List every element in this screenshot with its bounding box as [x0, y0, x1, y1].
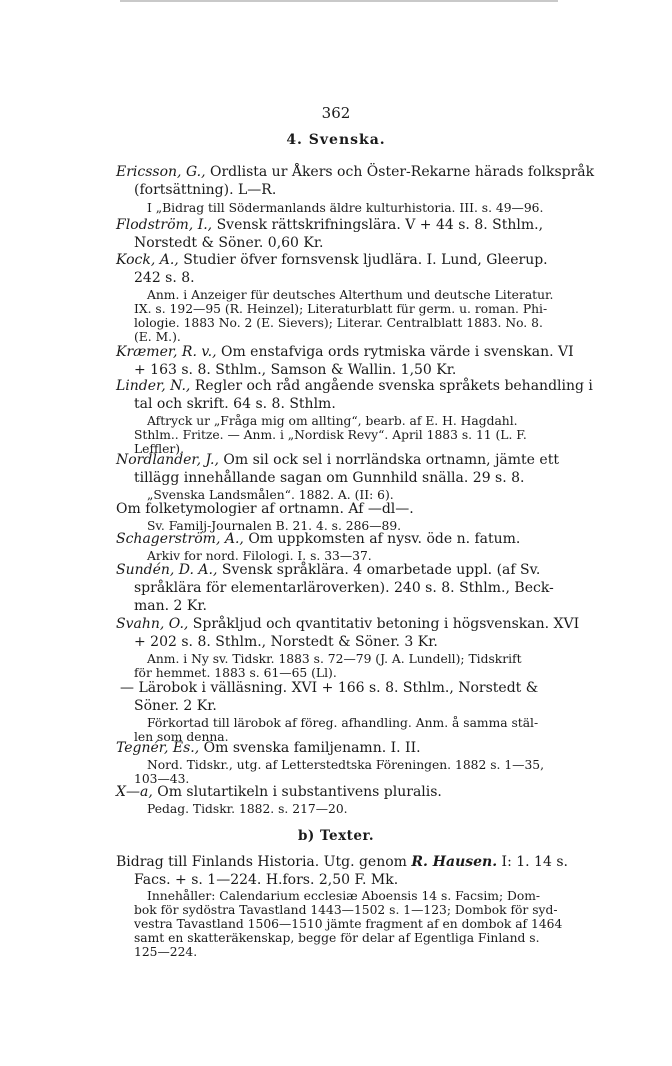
entry-bidrag-note-5: 125—224. [134, 945, 198, 959]
entry-linder-line-1: Linder, N., Regler och råd angående svenska språkets behandling i [116, 378, 593, 394]
entry-linder-line-2: tal och skrift. 64 s. 8. Sthlm. [134, 396, 336, 412]
entry-linder-note-2: Sthlm.. Fritze. — Anm. i „Nordisk Revy“. April 1883 s. 11 (L. F. [134, 428, 527, 442]
entry-schagerstrom-line-1: Schagerström, A., Om uppkomsten af nysv. öde n. fatum. [116, 531, 521, 547]
entry-larobok-note-1: Förkortad till lärobok af föreg. afhandling. Anm. å samma stäl- [147, 716, 539, 730]
entry-flodstrom-line-1: Flodström, I., Svensk rättskrifningslära. V + 44 s. 8. Sthlm., [116, 217, 544, 233]
entry-kock-note-1: Anm. i Anzeiger für deutsches Alterthum und deutsche Literatur. [147, 288, 554, 302]
entry-larobok-line-2: Söner. 2 Kr. [134, 698, 217, 714]
entry-xa-note-1: Pedag. Tidskr. 1882. s. 217—20. [147, 802, 348, 816]
entry-kock-note-2: IX. s. 192—95 (R. Heinzel); Literaturblatt für germ. u. roman. Phi- [134, 302, 548, 316]
page-number: 362 [321, 104, 351, 122]
entry-xa-line-1: X—a, Om slutartikeln i substantivens pluralis. [116, 784, 442, 800]
entry-kock-note-3: lologie. 1883 No. 2 (E. Sievers); Literar. Centralblatt 1883. No. 8. [134, 316, 543, 330]
entry-sunden-line-1: Sundén, D. A., Svensk språklära. 4 omarbetade uppl. (af Sv. [116, 562, 541, 578]
scan-edge [120, 0, 558, 2]
entry-ericsson-line-1: Ericsson, G., Ordlista ur Åkers och Öster-Rekarne härads folkspråk [116, 164, 595, 180]
entry-nordlander-line-1: Nordlander, J., Om sil ock sel i norrländska ortnamn, jämte ett [116, 452, 559, 468]
entry-linder-note-3: Leffler). [134, 442, 184, 456]
entry-ericsson-note-1: I „Bidrag till Södermanlands äldre kulturhistoria. III. s. 49—96. [147, 201, 544, 215]
entry-nordlander-line-2: tillägg innehållande sagan om Gunnhild snälla. 29 s. 8. [134, 470, 525, 486]
entry-schagerstrom-note-1: Arkiv for nord. Filologi. I. s. 33—37. [147, 549, 372, 563]
entry-kock-note-4: (E. M.). [134, 330, 181, 344]
entry-bidrag-note-3: vestra Tavastland 1506—1510 jämte fragment af en dombok af 1464 [134, 917, 563, 931]
entry-kock-line-1: Kock, A., Studier öfver fornsvensk ljudlära. I. Lund, Gleerup. [116, 252, 548, 268]
entry-bidrag-line-1: Bidrag till Finlands Historia. Utg. genom R. Hausen. I: 1. 14 s. [116, 854, 568, 870]
entry-flodstrom-line-2: Norstedt & Söner. 0,60 Kr. [134, 235, 324, 251]
section-heading: 4. Svenska. [286, 132, 386, 148]
entry-svahn-line-1: Svahn, O., Språkljud och qvantitativ betoning i högsvenskan. XVI [116, 616, 580, 632]
entry-sunden-line-3: man. 2 Kr. [134, 598, 207, 614]
entry-kraemer-line-2: + 163 s. 8. Sthlm., Samson & Wallin. 1,50 Kr. [134, 362, 457, 378]
entry-folketymologier-note-1: Sv. Familj-Journalen B. 21. 4. s. 286—89. [147, 519, 402, 533]
entry-folketymologier-line-1: Om folketymologier af ortnamn. Af —dl—. [116, 501, 414, 517]
entry-svahn-line-2: + 202 s. 8. Sthlm., Norstedt & Söner. 3 Kr. [134, 634, 438, 650]
entry-tegner-line-1: Tegnér, Es., Om svenska familjenamn. I. II. [116, 740, 421, 756]
entry-svahn-note-2: för hemmet. 1883 s. 61—65 (Ll). [134, 666, 337, 680]
entry-nordlander-note-1: „Svenska Landsmålen“. 1882. A. (II: 6). [147, 488, 394, 502]
entry-svahn-note-1: Anm. i Ny sv. Tidskr. 1883 s. 72—79 (J. A. Lundell); Tidskrift [147, 652, 522, 666]
entry-bidrag-note-4: samt en skatteräkenskap, begge för delar af Egentliga Finland s. [134, 931, 540, 945]
entry-larobok-note-2: len som denna. [134, 730, 229, 744]
entry-bidrag-note-2: bok för sydöstra Tavastland 1443—1502 s. 1—123; Dombok för syd- [134, 903, 558, 917]
entry-bidrag-note-1: Innehåller: Calendarium ecclesiæ Aboensis 14 s. Facsim; Dom- [147, 889, 541, 903]
entry-bidrag-line-2: Facs. + s. 1—224. H.fors. 2,50 F. Mk. [134, 872, 399, 888]
entry-ericsson-line-2: (fortsättning). L—R. [134, 182, 277, 198]
entry-tegner-note-1: Nord. Tidskr., utg. af Letterstedtska Föreningen. 1882 s. 1—35, [147, 758, 545, 772]
entry-linder-note-1: Aftryck ur „Fråga mig om allting“, bearb. af E. H. Hagdahl. [147, 414, 518, 428]
entry-sunden-line-2: språklära för elementarläroverken). 240 s. 8. Sthlm., Beck- [134, 580, 554, 596]
entry-larobok-line-1: — Lärobok i välläsning. XVI + 166 s. 8. Sthlm., Norstedt & [120, 680, 539, 696]
entry-kock-line-2: 242 s. 8. [134, 270, 195, 286]
entry-kraemer-line-1: Kræmer, R. v., Om enstafviga ords rytmiska värde i svenskan. VI [116, 344, 574, 360]
subsection-heading: b) Texter. [297, 828, 375, 844]
entry-tegner-note-2: 103—43. [134, 772, 190, 786]
